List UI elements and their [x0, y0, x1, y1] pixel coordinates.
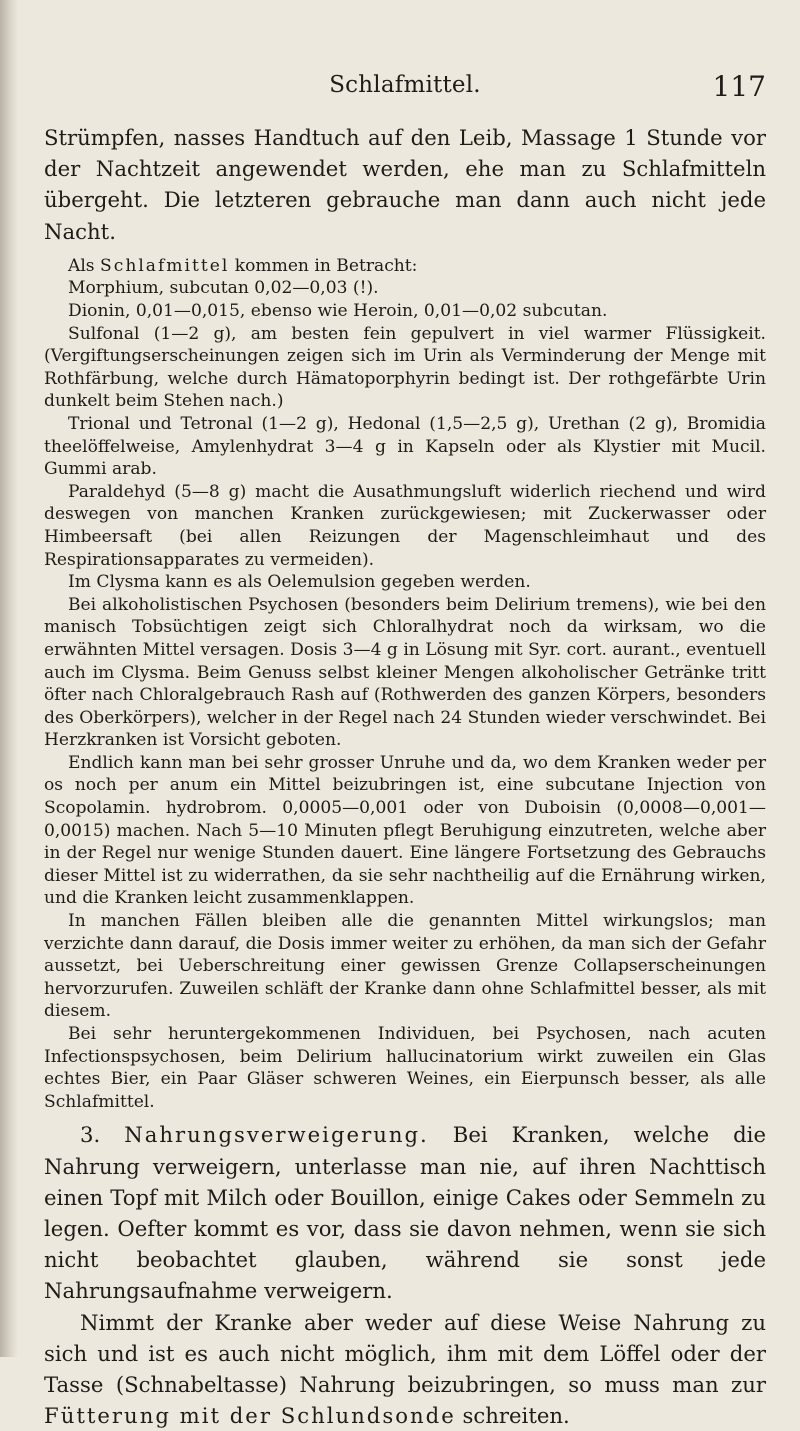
sleep-remedies-section [44, 255, 766, 1114]
page-number: 117 [712, 70, 766, 103]
remedy-scopolamin: Endlich kann man bei sehr grosser Unruhe und da, wo dem Kranken weder per os noch per anum ein Mittel beizubringen ist, eine subcutane Injection von Scopolamin. hydrobrom. 0,0005—0,001 oder von Duboisin (0,0008—0,001—0,0015) machen. Nach 5—10 Minuten pflegt Beruhigung einzutreten, welche aber in der Regel nur wenige Stunden dauert. Eine längere Fortsetzung des Gebrauchs dieser Mittel ist zu widerrathen, da sie sehr nachtheilig auf die Ernährung wirken, und die Kranken leicht zusammenklappen. [44, 752, 766, 909]
remedy-clysma: Im Clysma kann es als Oelemulsion gegeben werden. [68, 572, 531, 593]
remedy-sulfonal: Sulfonal (1—2 g), am besten fein gepulvert in viel warmer Flüssigkeit. (Vergiftungserscheinungen zeigen sich im Urin als Verminderung der Menge mit Rothfärbung, welche durch Hämatoporphyrin bedingt ist. Der rothgefärbte Urin dunkelt beim Stehen nach.) [44, 323, 766, 412]
remedy-dionin: Dionin, 0,01—0,015, ebenso wie Heroin, 0,01—0,02 subcutan. [68, 301, 608, 321]
section3-p2-lead: Nimmt der Kranke aber weder auf diese Weise Nahrung zu sich und ist es auch nicht möglich, ihm mit dem Löffel oder der Tasse (Schnabeltasse) Nahrung beizubringen, so muss man zur [44, 1309, 766, 1397]
section3-number: 3. [80, 1122, 125, 1148]
section3-paragraph [44, 1119, 766, 1306]
remedies-intro-lead: Als [68, 255, 101, 276]
remedy-trional: Trional und Tetronal (1—2 g), Hedonal (1,5—2,5 g), Urethan (2 g), Bromidia theelöffelweise, Amylenhydrat 3—4 g in Kapseln oder als Klystier mit Mucil. Gummi arab. [44, 413, 766, 480]
section3-text: Bei Kranken, welche die Nahrung verweigern, unterlasse man nie, auf ihren Nachttisch einen Topf mit Milch oder Bouillon, einige Cakes oder Semmeln zu legen. Oefter kommt es vor, dass sie davon nehmen, wenn sie sich nicht beobachtet glauben, während sie sonst jede Nahrungsaufnahme verweigern. [44, 1122, 766, 1304]
page-header [44, 72, 766, 122]
intro-paragraph: Strümpfen, nasses Handtuch auf den Leib, Massage 1 Stunde vor der Nachtzeit angewendet werden, ehe man zu Schlafmitteln übergeht. Die letzteren gebrauche man dann auch nicht jede Nacht. [44, 125, 766, 244]
remedy-chloralhydrat: Bei alkoholistischen Psychosen (besonders beim Delirium tremens), wie bei den manisch Tobsüchtigen zeigt sich Chloralhydrat noch da wirksam, wo die erwähnten Mittel versagen. Dosis 3—4 g in Lösung mit Syr. cort. aurant., eventuell auch im Clysma. Beim Genuss selbst kleiner Mengen alkoholischer Getränke tritt öfter nach Chloralgebrauch Rash auf (Rothwerden des ganzen Körpers, besonders des Oberkörpers), welcher in der Regel nach 24 Stunden wieder verschwindet. Bei Herzkranken ist Vorsicht geboten. [44, 594, 766, 751]
remedy-paraldehyd: Paraldehyd (5—8 g) macht die Ausathmungsluft widerlich riechend und wird deswegen von manchen Kranken zurückgewiesen; mit Zuckerwasser oder Himbeersaft (bei allen Reizungen der Magenschleimhaut und des Respirationsapparates zu vermeiden). [44, 481, 766, 570]
section3-paragraph-2 [44, 1307, 766, 1431]
page-edge-shadow [0, 0, 18, 1357]
book-page [44, 0, 766, 1431]
remedies-intro-rest: kommen in Betracht: [229, 255, 418, 276]
remedies-intro [44, 255, 766, 278]
section3-p2-term: Fütterung mit der Schlundsonde [44, 1403, 456, 1429]
remedies-intro-term: Schlafmittel [100, 255, 230, 276]
remedy-morphium: Morphium, subcutan 0,02—0,03 (!). [68, 278, 379, 299]
running-title: Schlafmittel. [329, 72, 481, 98]
section3-p2-end: schreiten. [455, 1403, 570, 1429]
section3-heading: Nahrungsverweigerung. [124, 1122, 429, 1148]
remedy-beer-wine: Bei sehr heruntergekommenen Individuen, bei Psychosen, nach acuten Infectionspsychosen, beim Delirium hallucinatorium wirkt zuweilen ein Glas echtes Bier, ein Paar Gläser schweren Weines, ein Eierpunsch besser, als alle Schlafmittel. [44, 1024, 766, 1112]
remedies-ineffective: In manchen Fällen bleiben alle die genannten Mittel wirkungslos; man verzichte dann darauf, die Dosis immer weiter zu erhöhen, da man sich der Gefahr aussetzt, bei Ueberschreitung einer gewissen Grenze Collapserscheinungen hervorzurufen. Zuweilen schläft der Kranke dann ohne Schlafmittel besser, als mit diesem. [44, 911, 766, 1022]
